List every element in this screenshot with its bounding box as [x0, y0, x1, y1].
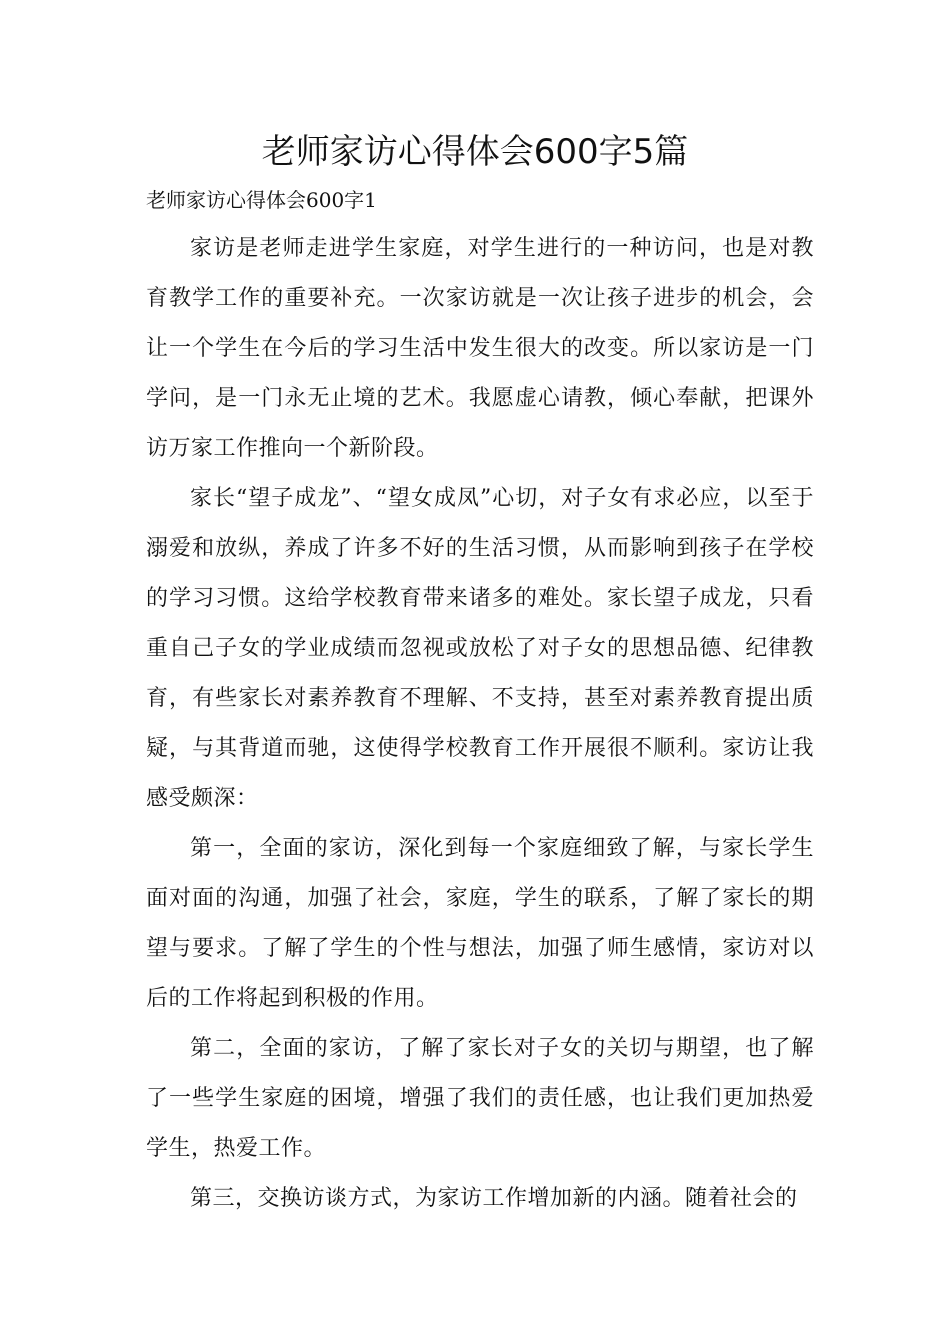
paragraph-4: 第二，全面的家访，了解了家长对子女的关切与期望，也了解了一些学生家庭的困境，增强了我们的责任感，也让我们更加热爱学生，热爱工作。 [146, 1036, 814, 1161]
paragraph-5: 第三，交换访谈方式，为家访工作增加新的内涵。随着社会的 [190, 1186, 798, 1211]
section-heading: 老师家访心得体会600字1 [146, 188, 377, 212]
document-title: 老师家访心得体会600字5篇 [261, 132, 689, 172]
paragraph-3: 第一，全面的家访，深化到每一个家庭细致了解，与家长学生面对面的沟通，加强了社会，家庭，学生的联系，了解了家长的期望与要求。了解了学生的个性与想法，加强了师生感情，家访对以后的工作将起到积极的作用。 [146, 836, 814, 1011]
paragraph-2: 家长“望子成龙”、“望女成凤”心切，对子女有求必应，以至于溺爱和放纵，养成了许多不好的生活习惯，从而影响到孩子在学校的学习习惯。这给学校教育带来诸多的难处。家长望子成龙，只看重自己子女的学业成绩而忽视或放松了对子女的思想品德、纪律教育，有些家长对素养教育不理解、不支持，甚至对素养教育提出质疑，与其背道而驰，这使得学校教育工作开展很不顺利。家访让我感受颇深： [146, 486, 814, 811]
paragraph-1: 家访是老师走进学生家庭，对学生进行的一种访问，也是对教育教学工作的重要补充。一次家访就是一次让孩子进步的机会，会让一个学生在今后的学习生活中发生很大的改变。所以家访是一门学问，是一门永无止境的艺术。我愿虚心请教，倾心奉献，把课外访万家工作推向一个新阶段。 [146, 236, 814, 461]
